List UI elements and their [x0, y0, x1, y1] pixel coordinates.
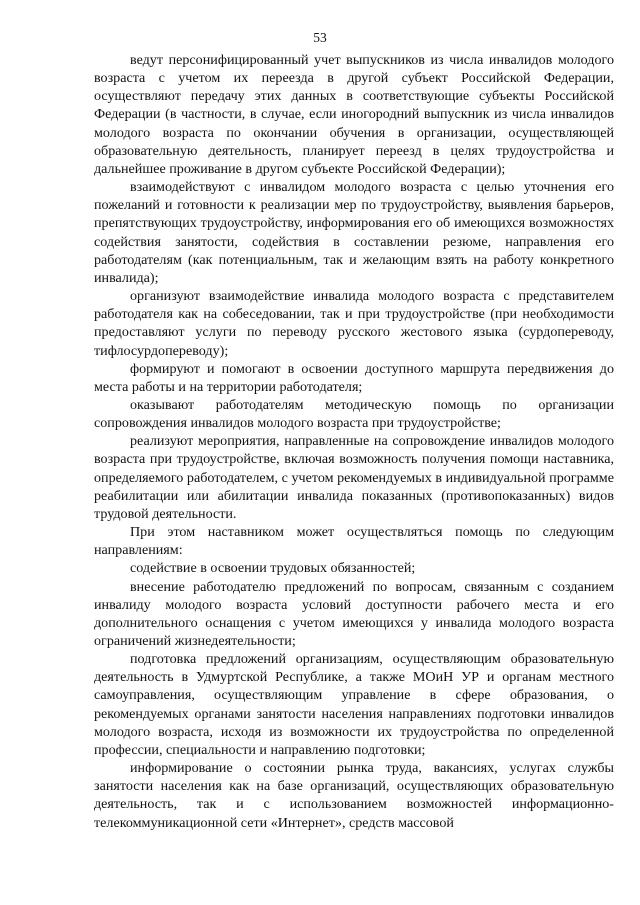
body-text — [94, 51, 614, 832]
paragraph-training-proposals: подготовка предложений организациям, осуществляющим образовательную деятельность в Удмуртской Республике, а также МОиН УР и органам местного самоуправления, осуществляющим управление в сфере образования, о рекомендуемых органами занятости населения направлениях подготовки инвалидов молодого возраста, исходя из возможности их трудоустройства по определенной профессии, специальности и направлению подготовки; — [94, 651, 614, 758]
paragraph-labor-duties: содействие в освоении трудовых обязанностей; — [130, 560, 416, 577]
paragraph-mentor-intro: При этом наставником может осуществляться помощь по следующим направлениям: — [94, 524, 614, 559]
paragraph-employer-interaction: организуют взаимодействие инвалида молодого возраста с представителем работодателя как на собеседовании, так и при трудоустройстве (при необходимости предоставляют услуги по переводу русского жестового языка (сурдопереводу, тифлосурдопереводу); — [94, 288, 614, 359]
paragraph-workplace-accessibility: внесение работодателю предложений по вопросам, связанным с созданием инвалиду молодого возраста условий доступности рабочего места и его дополнительного оснащения с учетом имеющихся у инвалида молодого возраста ограничений жизнедеятельности; — [94, 578, 614, 649]
paragraph-labor-market-info: информирование о состоянии рынка труда, вакансиях, услугах службы занятости населения как на базе организаций, осуществляющих образовательную деятельность, так и с использованием возможностей информационно-телекоммуникационной сети «Интернет», средств массовой — [94, 760, 614, 831]
paragraph-interaction-with-disabled: взаимодействуют с инвалидом молодого возраста с целью уточнения его пожеланий и готовности к реализации мер по трудоустройству, выявления барьеров, препятствующих трудоустройству, информирования его об имеющихся возможностях содействия занятости, содействия в составлении резюме, направления его работодателям (как потенциальным, так и желающим взять на работу конкретного инвалида); — [94, 179, 614, 286]
page-number: 53 — [313, 30, 327, 45]
paragraph-route-to-work: формируют и помогают в освоении доступного маршрута передвижения до места работы и на территории работодателя; — [94, 360, 614, 395]
paragraph-support-measures: реализуют мероприятия, направленные на сопровождение инвалидов молодого возраста при трудоустройстве, включая возможность получения помощи наставника, определяемого работодателем, с учетом рекомендуемых в индивидуальной программе реабилитации или абилитации инвалида показанных (противопоказанных) видов трудовой деятельности. — [94, 433, 614, 522]
paragraph-personified-accounting: ведут персонифицированный учет выпускников из числа инвалидов молодого возраста с учетом их переезда в другой субъект Российской Федерации, осуществляют передачу этих данных в соответствующие субъекты Российской Федерации (в частности, в случае, если иногородний выпускник из числа инвалидов молодого возраста по окончании обучения в организации, осуществляющей образовательную деятельность, планирует переезд в целях трудоустройства и дальнейшее проживание в другом субъекте Российской Федерации); — [94, 52, 614, 177]
paragraph-methodical-help: оказывают работодателям методическую помощь по организации сопровождения инвалидов молодого возраста при трудоустройстве; — [94, 396, 614, 432]
